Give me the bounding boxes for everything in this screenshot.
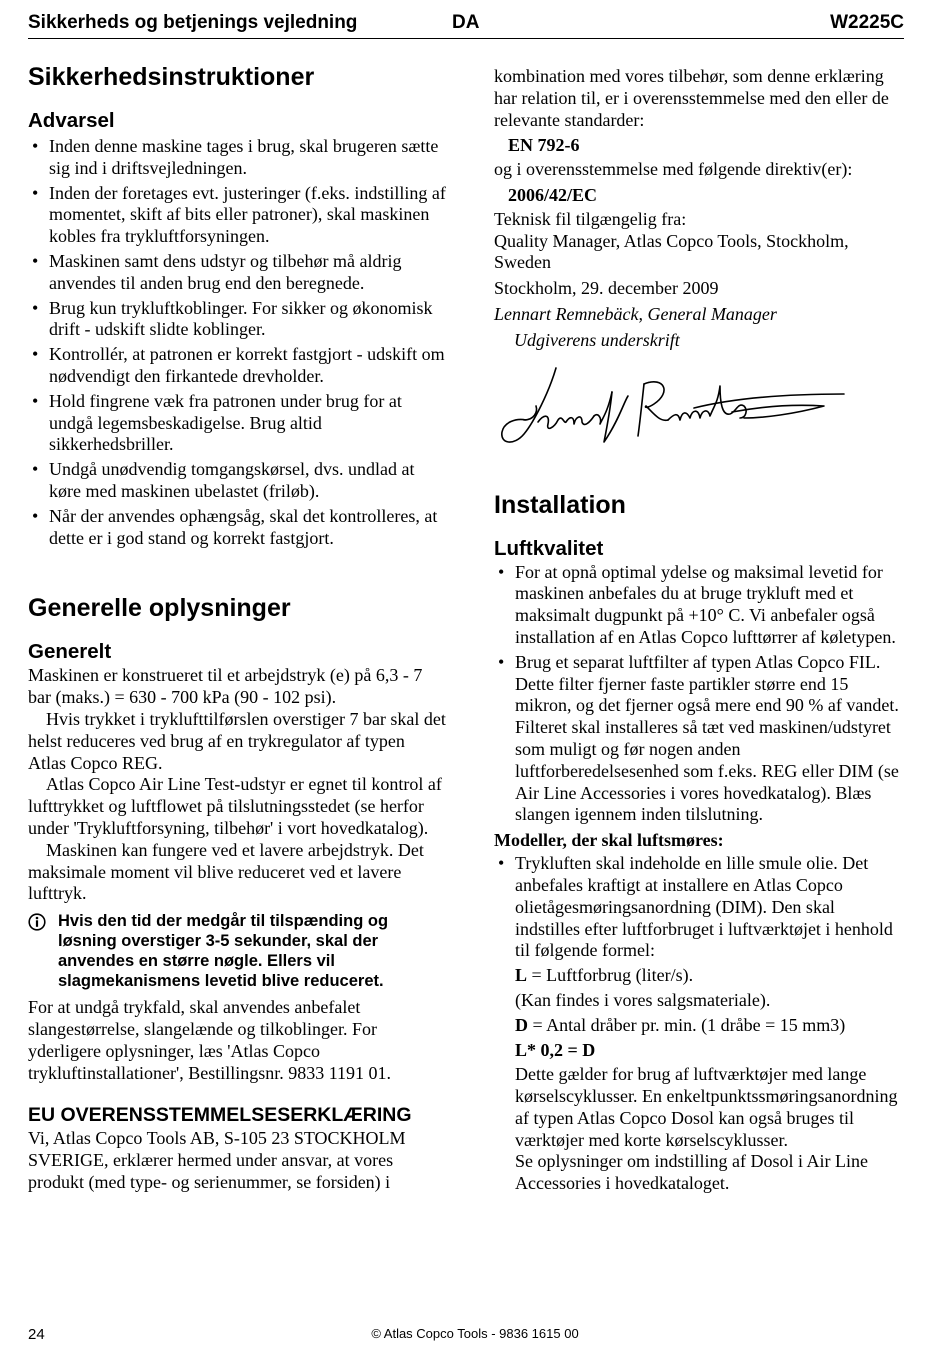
lubrication-paragraph: Se oplysninger om indstilling af Dosol i Air Line Accessories i hovedkataloget. bbox=[515, 1151, 868, 1194]
place-date: Stockholm, 29. december 2009 bbox=[494, 278, 719, 299]
eu-declaration-heading: EU OVERENSSTEMMELSESERKLÆRING bbox=[28, 1104, 412, 1127]
info-circle-icon bbox=[28, 913, 46, 931]
list-item: • Kontrollér, at patronen er korrekt fastgjort - udskift om nødvendigt den firkantede drevholder. bbox=[28, 344, 446, 388]
list-item: • Brug kun trykluftkoblinger. For sikker og økonomisk drift - udskift slidte koblinger. bbox=[28, 298, 446, 342]
general-subheading: Generelt bbox=[28, 640, 112, 664]
formula-L-text: = Luftforbrug (liter/s). bbox=[527, 965, 694, 986]
installation-heading: Installation bbox=[494, 490, 626, 519]
directive-intro: og i overensstemmelse med følgende direktiv(er): bbox=[494, 159, 853, 180]
list-item: • Undgå unødvendig tomgangskørsel, dvs. undlad at køre med maskinen ubelastet (friløb). bbox=[28, 459, 446, 503]
list-item: • Brug et separat luftfilter af typen Atlas Copco FIL. Dette filter fjerner faste partikler større end 15 mikron, og det fjerner også mere end 90 % af vandet. Filteret skal installeres så tæt ved maskinen/udstyret som muligt og før nogen anden luftforberedelsesenhed som f.eks. REG eller DIM (se Air Line Accessories i vores hovedkatalog). Blæs slangen igennem inden tilslutning. bbox=[494, 652, 904, 826]
signer-name: Lennart Remnebäck, General Manager bbox=[494, 303, 777, 324]
formula-D-line bbox=[515, 1015, 904, 1037]
header-language: DA bbox=[452, 12, 480, 33]
signature-image bbox=[494, 362, 854, 462]
general-paragraph: Maskinen kan fungere ved et lavere arbejdstryk. Det maksimale moment vil blive reduceret ved et lavere lufttryk. bbox=[28, 839, 424, 904]
warning-list bbox=[28, 136, 446, 549]
technical-file-label: Teknisk fil tilgængelig fra: bbox=[494, 208, 687, 229]
formula-D-text: = Antal dråber pr. min. (1 dråbe = 15 mm3) bbox=[528, 1014, 846, 1035]
eu-declaration-paragraph: kombination med vores tilbehør, som denne erklæring har relation til, er i overensstemmelse med den eller de relevante standarder: bbox=[494, 66, 889, 130]
warning-heading: Advarsel bbox=[28, 109, 115, 132]
formula-D-symbol: D bbox=[515, 1014, 528, 1035]
list-item: • For at opnå optimal ydelse og maksimal levetid for maskinen anbefales du at bruge trykluft med et maksimalt dugpunkt på +10° C. Vi anbefaler også installation af en Atlas Copco lufttørrer af køletypen. bbox=[494, 562, 904, 649]
list-item: • Maskinen samt dens udstyr og tilbehør må aldrig anvendes til anden brug end den beregnede. bbox=[28, 251, 446, 295]
standard-value: EN 792-6 bbox=[508, 135, 580, 156]
general-paragraph: Atlas Copco Air Line Test-udstyr er egnet til kontrol af lufttrykket og luftflowet på tilslutningsstedet (se herfor under 'Trykluftforsyning, tilbehør' i vort hovedkatalog). bbox=[28, 774, 442, 838]
page-number: 24 bbox=[28, 1326, 45, 1343]
list-item bbox=[494, 853, 904, 1195]
general-paragraph: Maskinen er konstrueret til et arbejdstryk (e) på 6,3 - 7 bar (maks.) = 630 - 700 kPa (90 - 102 psi). bbox=[28, 665, 423, 708]
formula-L-line bbox=[515, 965, 904, 987]
air-quality-heading: Luftkvalitet bbox=[494, 536, 604, 560]
general-paragraph: Hvis trykket i tryklufttilførslen overstiger 7 bar skal det helst reduceres ved brug af en trykregulator af typen Atlas Copco REG. bbox=[28, 708, 446, 773]
lubrication-list bbox=[494, 853, 904, 1195]
general-information-heading: Generelle oplysninger bbox=[28, 594, 291, 623]
page-header bbox=[28, 10, 904, 39]
left-column bbox=[28, 62, 446, 1194]
lubrication-paragraph: Dette gælder for brug af luftværktøjer med lange kørselscyklusser. En enkeltpunktssmøringsanordning af typen Atlas Copco Dosol kan også bruges til værktøjer med korte kørselscyklusser. bbox=[515, 1064, 898, 1150]
signature-label: Udgiverens underskrift bbox=[514, 329, 680, 350]
info-note-text: Hvis den tid der medgår til tilspænding og løsning overstiger 3-5 sekunder, skal der anvendes en større nøgle. Ellers vil slagmekanismens levetid blive reduceret. bbox=[58, 912, 389, 991]
list-item: • Inden denne maskine tages i brug, skal brugeren sætte sig ind i driftsvejledningen. bbox=[28, 136, 446, 180]
list-item: • Når der anvendes ophængsåg, skal det kontrolleres, at dette er i god stand og korrekt fastgjort. bbox=[28, 506, 446, 550]
info-note bbox=[28, 911, 446, 991]
right-column bbox=[494, 66, 904, 1195]
list-item: • Hold fingrene væk fra patronen under brug for at undgå legemsbeskadigelse. Brug altid sikkerhedsbriller. bbox=[28, 391, 446, 456]
technical-file-value: Quality Manager, Atlas Copco Tools, Stockholm, Sweden bbox=[494, 230, 849, 273]
air-quality-list bbox=[494, 562, 904, 827]
footer-copyright: © Atlas Copco Tools - 9836 1615 00 bbox=[371, 1326, 579, 1341]
lubrication-paragraph: Trykluften skal indeholde en lille smule olie. Det anbefales kraftigt at installere en Atlas Copco olietågesmøringsanordning (DIM). Den skal indstilles efter luftforbruget i luftværktøjet i henhold til følgende formel: bbox=[515, 853, 893, 961]
formula-note: (Kan findes i vores salgsmateriale). bbox=[515, 989, 771, 1010]
header-model: W2225C bbox=[830, 12, 904, 33]
directive-value: 2006/42/EC bbox=[508, 184, 598, 205]
header-document-title: Sikkerheds og betjenings vejledning bbox=[28, 12, 358, 33]
general-paragraph: For at undgå trykfald, skal anvendes anbefalet slangestørrelse, slangelænde og tilkoblinger. For yderligere oplysninger, læs 'Atlas Copco trykluftinstallationer', Bestillingsnr. 9833 1191 01. bbox=[28, 997, 392, 1083]
formula: L* 0,2 = D bbox=[515, 1039, 596, 1060]
formula-L-symbol: L bbox=[515, 965, 528, 986]
lubricated-models-heading: Modeller, der skal luftsmøres: bbox=[494, 830, 724, 851]
eu-declaration-paragraph: Vi, Atlas Copco Tools AB, S-105 23 STOCKHOLM SVERIGE, erklærer hermed under ansvar, at vores produkt (med type- og serienummer, se forsiden) i bbox=[28, 1128, 406, 1192]
safety-instructions-heading: Sikkerhedsinstruktioner bbox=[28, 63, 315, 91]
list-item: • Inden der foretages evt. justeringer (f.eks. indstilling af momentet, skift af bits eller patroner), skal maskinen kobles fra trykluftforsyningen. bbox=[28, 183, 446, 248]
